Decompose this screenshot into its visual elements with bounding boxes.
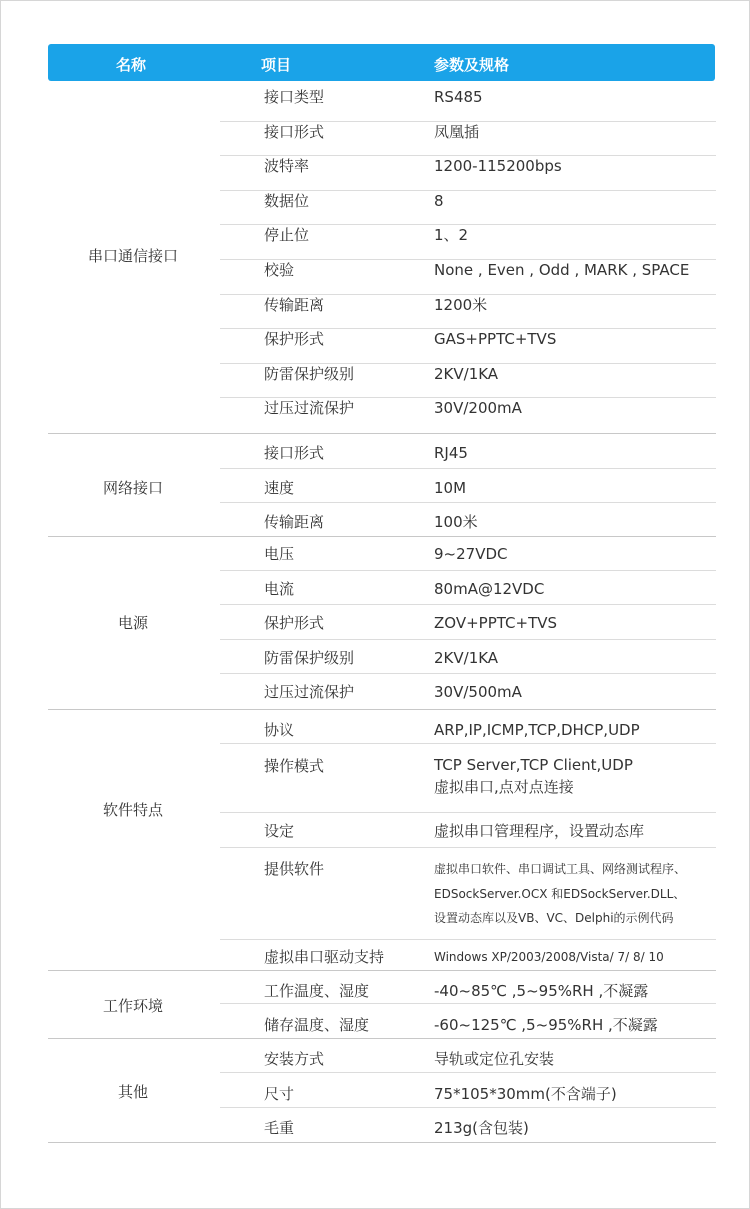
group-divider: [48, 536, 716, 537]
row-item: 安装方式: [264, 1050, 325, 1068]
row-item: 校验: [264, 261, 295, 279]
header-item: 项目: [261, 56, 292, 74]
row-spec: 虚拟串口软件、串口调试工具、网络测试程序、: [434, 862, 687, 876]
table-bottom-line: [48, 1142, 716, 1143]
row-item: 过压过流保护: [264, 683, 355, 701]
row-item: 设定: [264, 822, 295, 840]
row-spec: 2KV/1KA: [434, 365, 499, 383]
row-spec: 10M: [434, 479, 467, 497]
row-spec: RJ45: [434, 444, 468, 462]
row-spec: ARP,IP,ICMP,TCP,DHCP,UDP: [434, 721, 640, 739]
row-divider: [220, 639, 716, 640]
row-item: 操作模式: [264, 757, 325, 775]
row-divider: [220, 1003, 716, 1004]
row-spec: 虚拟串口管理程序，设置动态库: [434, 822, 645, 840]
row-item: 数据位: [264, 192, 310, 210]
row-spec: 9~27VDC: [434, 545, 508, 563]
row-divider: [220, 1107, 716, 1108]
header-name: 名称: [116, 56, 147, 74]
row-divider: [220, 743, 716, 744]
row-divider: [220, 502, 716, 503]
row-item: 接口类型: [264, 88, 325, 106]
row-spec: 30V/200mA: [434, 399, 522, 417]
row-item: 储存温度、湿度: [264, 1016, 370, 1034]
row-divider: [220, 468, 716, 469]
row-spec: Windows XP/2003/2008/Vista/ 7/ 8/ 10: [434, 950, 664, 964]
row-item: 电流: [264, 580, 295, 598]
row-divider: [220, 604, 716, 605]
group-name: 工作环境: [102, 997, 163, 1015]
group-name: 串口通信接口: [87, 247, 178, 265]
row-spec: 8: [434, 192, 444, 210]
row-divider: [220, 939, 716, 940]
row-item: 波特率: [264, 157, 310, 175]
row-spec: RS485: [434, 88, 483, 106]
group-name: 软件特点: [102, 801, 163, 819]
row-item: 尺寸: [264, 1085, 295, 1103]
row-item: 防雷保护级别: [264, 649, 355, 667]
row-item: 毛重: [264, 1119, 295, 1137]
row-item: 接口形式: [264, 123, 325, 141]
group-divider: [48, 1038, 716, 1039]
row-item: 协议: [264, 721, 295, 739]
row-spec: 1200米: [434, 296, 488, 314]
group-name: 网络接口: [102, 479, 163, 497]
row-divider: [220, 673, 716, 674]
row-divider: [220, 847, 716, 848]
row-item: 电压: [264, 545, 295, 563]
group-divider: [48, 970, 716, 971]
row-spec: 213g(含包装): [434, 1119, 529, 1137]
row-spec: -60~125℃ ,5~95%RH ,不凝露: [434, 1016, 658, 1034]
row-item: 速度: [264, 479, 295, 497]
row-item: 传输距离: [264, 296, 325, 314]
row-divider: [220, 1072, 716, 1073]
row-spec: 75*105*30mm(不含端子): [434, 1085, 617, 1103]
row-item: 停止位: [264, 226, 310, 244]
row-item: 提供软件: [264, 860, 325, 878]
row-item: 虚拟串口驱动支持: [264, 948, 385, 966]
row-spec: 2KV/1KA: [434, 649, 499, 667]
row-item: 过压过流保护: [264, 399, 355, 417]
row-divider: [220, 812, 716, 813]
header-spec: 参数及规格: [434, 56, 510, 74]
row-item: 接口形式: [264, 444, 325, 462]
row-divider: [220, 570, 716, 571]
row-item: 传输距离: [264, 513, 325, 531]
row-spec-line3: 设置动态库以及VB、VC、Delphi的示例代码: [434, 911, 674, 925]
group-name: 电源: [117, 614, 148, 632]
row-spec: 1200-115200bps: [434, 157, 562, 175]
row-spec: 100米: [434, 513, 478, 531]
row-spec-line2: 虚拟串口,点对点连接: [434, 778, 574, 796]
group-name: 其他: [117, 1083, 148, 1101]
row-item: 工作温度、湿度: [264, 982, 370, 1000]
row-item: 保护形式: [264, 330, 325, 348]
row-spec: -40~85℃ ,5~95%RH ,不凝露: [434, 982, 649, 1000]
row-spec: TCP Server,TCP Client,UDP: [434, 756, 633, 774]
group-divider: [48, 709, 716, 710]
row-spec: 1、2: [434, 226, 469, 244]
row-spec-line2: EDSockServer.OCX 和EDSockServer.DLL、: [434, 887, 686, 901]
row-spec: None , Even , Odd , MARK , SPACE: [434, 261, 690, 279]
group-divider: [48, 433, 716, 434]
row-spec: 导轨或定位孔安装: [434, 1050, 555, 1068]
row-spec: 凤凰插: [434, 123, 480, 141]
row-spec: 80mA@12VDC: [434, 580, 545, 598]
row-spec: GAS+PPTC+TVS: [434, 330, 557, 348]
row-item: 保护形式: [264, 614, 325, 632]
row-item: 防雷保护级别: [264, 365, 355, 383]
row-spec: ZOV+PPTC+TVS: [434, 614, 558, 632]
row-spec: 30V/500mA: [434, 683, 522, 701]
